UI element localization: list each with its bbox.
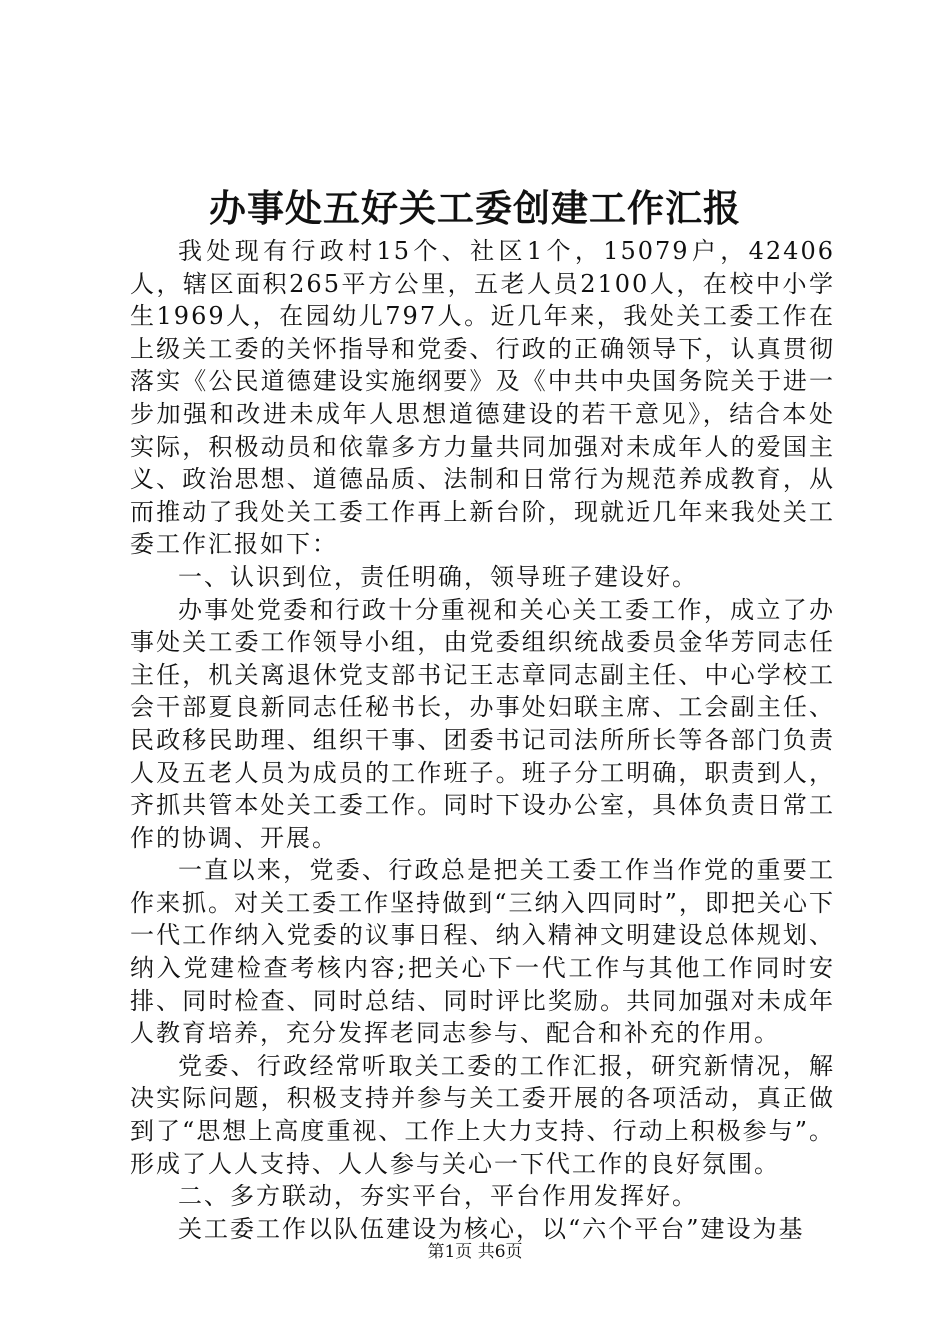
paragraph-intro: 我处现有行政村15个、社区1个，15079户，42406人，辖区面积265平方公里，五老人员2100人，在校中小学生1969人，在园幼儿797人。近几年来，我处关工委工作在上级关工委的关怀指导和党委、行政的正确领导下，认真贯彻落实《公民道德建设实施纲要》及《中共中央国务院关于进一步加强和改进未成年人思想道德建设的若干意见》，结合本处实际，积极动员和依靠多方力量共同加强对未成年人的爱国主义、政治思想、道德品质、法制和日常行为规范养成教育，从而推动了我处关工委工作再上新台阶，现就近几年来我处关工委工作汇报如下： <box>130 237 835 559</box>
paragraph-party-support: 党委、行政经常听取关工委的工作汇报，研究新情况，解决实际问题，积极支持并参与关工委开展的各项活动，真正做到了“思想上高度重视、工作上大力支持、行动上积极参与”。形成了人人支持、人人参与关心一下代工作的良好氛围。 <box>130 1051 835 1178</box>
paragraph-six-platforms: 关工委工作以队伍建设为核心，以“六个平台”建设为基 <box>178 1214 805 1243</box>
section-heading-2: 二、多方联动，夯实平台，平台作用发挥好。 <box>178 1182 698 1211</box>
paragraph-leadership-group: 办事处党委和行政十分重视和关心关工委工作，成立了办事处关工委工作领导小组，由党委组织统战委员金华芳同志任主任，机关离退休党支部书记王志章同志副主任、中心学校工会干部夏良新同志任秘书长，办事处妇联主席、工会副主任、民政移民助理、组织干事、团委书记司法所所长等各部门负责人及五老人员为成员的工作班子。班子分工明确，职责到人，齐抓共管本处关工委工作。同时下设办公室，具体负责日常工作的协调、开展。 <box>130 595 835 852</box>
document-title: 办事处五好关工委创建工作汇报 <box>209 186 741 230</box>
document-body <box>130 235 835 1245</box>
section-heading-1: 一、认识到位，责任明确，领导班子建设好。 <box>178 562 698 591</box>
paragraph-three-inclusions: 一直以来，党委、行政总是把关工委工作当作党的重要工作来抓。对关工委工作坚持做到“三纳入四同时”，即把关心下一代工作纳入党委的议事日程、纳入精神文明建设总体规划、纳入党建检查考核内容;把关心下一代工作与其他工作同时安排、同时检查、同时总结、同时评比奖励。共同加强对未成年人教育培养，充分发挥老同志参与、配合和补充的作用。 <box>130 856 835 1048</box>
page-number-footer: 第1页 共6页 <box>427 1242 523 1262</box>
